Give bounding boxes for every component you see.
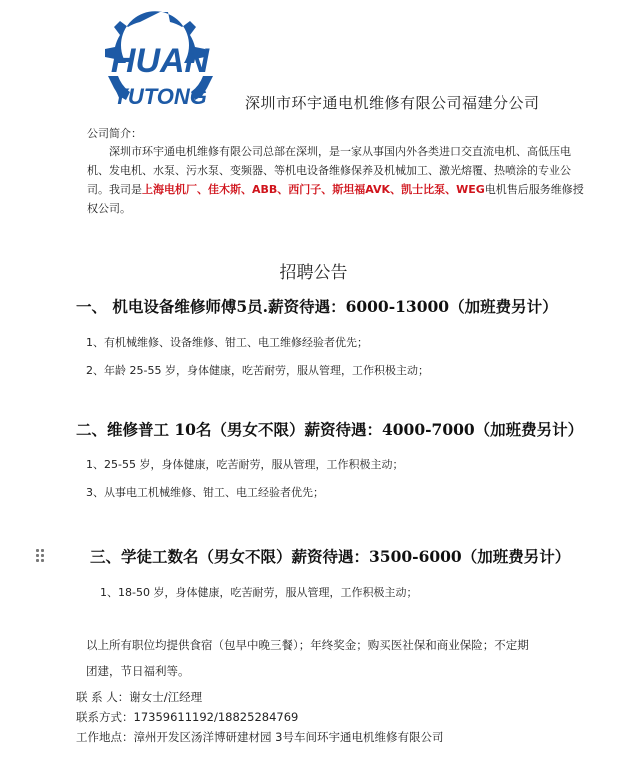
intro-body — [87, 142, 587, 218]
intro-heading: 公司简介： — [87, 127, 142, 140]
company-logo — [78, 4, 243, 114]
position-2-item-2: 3、从事电工机械维修、钳工、电工经验者优先； — [86, 486, 324, 499]
position-1-item-2: 2、年龄 25-55 岁，身体健康，吃苦耐劳，服从管理，工作积极主动； — [86, 364, 429, 377]
position-2-item-1: 1、25-55 岁，身体健康，吃苦耐劳，服从管理，工作积极主动； — [86, 458, 404, 471]
contact-phone: 联系方式：17359611192/18825284769 — [76, 710, 299, 724]
gear-logo-icon — [78, 4, 243, 114]
drag-handle-icon[interactable] — [36, 549, 46, 563]
benefits-line-1: 以上所有职位均提供食宿（包早中晚三餐）；年终奖金；购买医社保和商业保险；不定期 — [86, 638, 529, 652]
logo-text-yutong: YUTONG — [113, 84, 207, 109]
company-name: 深圳市环宇通电机维修有限公司福建分公司 — [245, 94, 540, 112]
intro-text-part2: 电机售后服务维修授权公司。 — [87, 183, 584, 215]
position-1-item-1: 1、有机械维修、设备维修、钳工、电工维修经验者优先； — [86, 336, 368, 349]
benefits-line-2: 团建，节日福利等。 — [86, 664, 190, 678]
position-3-item-1: 1、18-50 岁，身体健康，吃苦耐劳，服从管理，工作积极主动； — [100, 586, 418, 599]
position-1-title: 一、 机电设备维修师傅5员.薪资待遇：6000-13000（加班费另计） — [76, 297, 558, 316]
logo-text-huan: HUAN — [110, 42, 210, 80]
recruit-title: 招聘公告 — [279, 263, 348, 283]
contact-address: 工作地点：漳州开发区汤洋博研建材园 3号车间环宇通电机维修有限公司 — [76, 730, 444, 744]
intro-text-part1: 深圳市环宇通电机维修有限公司总部在深圳，是一家从事国内外各类进口交直流电机、高低压电机、发电机、水泵、污水泵、变频器、等机电设备维修保养及机械加工、激光熔覆、热喷涂的专业公司。我司是 — [87, 145, 571, 196]
contact-person: 联 系 人：谢女士/江经理 — [76, 690, 203, 704]
position-3-title: 三、学徒工数名（男女不限）薪资待遇：3500-6000（加班费另计） — [90, 547, 571, 566]
intro-brands: 上海电机厂、佳木斯、ABB、西门子、斯坦福AVK、凯士比泵、WEG — [142, 183, 485, 196]
position-2-title: 二、维修普工 10名（男女不限）薪资待遇：4000-7000（加班费另计） — [76, 420, 584, 439]
